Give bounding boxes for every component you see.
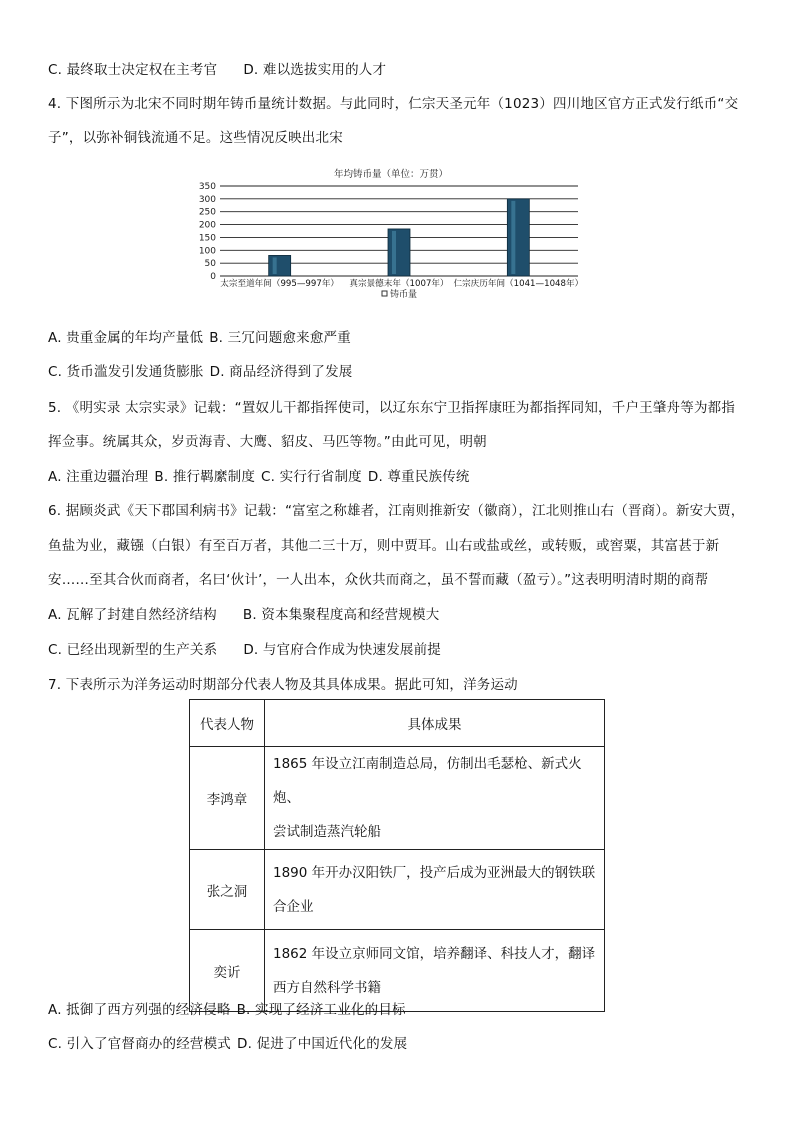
table-row	[190, 747, 605, 850]
coinage-bar-chart	[198, 163, 608, 303]
row-name: 张之洞	[190, 850, 265, 930]
q5-option-b: B. 推行羁縻制度	[154, 469, 256, 485]
q6-stem-line3: 安……至其合伙而商者，名曰‘伙计’，一人出本，众伙共而商之，虽不誓而藏（盈亏）。”这表明明清时期的商帮	[48, 572, 709, 588]
header-result: 具体成果	[265, 700, 605, 747]
q6-options-ab	[48, 603, 439, 623]
table-row	[190, 850, 605, 930]
row-detail-line: 1890 年开办汉阳铁厂，投产后成为亚洲最大的钢铁联	[273, 864, 596, 881]
chart-y-ticks	[199, 182, 216, 282]
q5-option-a: A. 注重边疆治理	[48, 469, 149, 485]
legend-swatch	[382, 291, 387, 296]
row-detail	[265, 747, 605, 850]
q7-stem-line1: 7. 下表所示为洋务运动时期部分代表人物及其具体成果。据此可知，洋务运动	[48, 677, 518, 693]
x-tick-label: 仁宗庆历年间（1041—1048年）	[453, 279, 584, 289]
row-detail	[265, 850, 605, 930]
q6-options-cd	[48, 638, 441, 658]
y-tick-label: 350	[198, 182, 216, 192]
row-detail-line: 1865 年设立江南制造总局，仿制出毛瑟枪、新式火炮、	[273, 756, 582, 806]
q4-option-a: A. 贵重金属的年均产量低	[48, 330, 204, 346]
q3-option-d: D. 难以选拔实用的人才	[243, 62, 387, 78]
bar-highlight	[511, 201, 515, 274]
row-detail-line: 西方自然科学书籍	[273, 979, 381, 996]
q5-stem-line2: 挥佥事。统属其众，岁贡海青、大鹰、貂皮、马匹等物。”由此可见，明朝	[48, 434, 487, 450]
chart-title: 年均铸币量（单位：万贯）	[333, 169, 449, 180]
q4-options-ab	[48, 326, 351, 346]
row-name: 奕䜣	[190, 930, 265, 1012]
q4-option-d: D. 商品经济得到了发展	[209, 364, 353, 380]
chart-x-labels	[220, 277, 583, 289]
chart-legend	[382, 288, 417, 300]
y-tick-label: 250	[198, 207, 216, 218]
q7-option-b: B. 实现了经济工业化的目标	[236, 1002, 406, 1018]
bar	[507, 199, 529, 276]
q6-option-c: C. 已经出现新型的生产关系	[48, 642, 218, 658]
bar-highlight	[392, 231, 396, 274]
q6-option-b: B. 资本集聚程度高和经营规模大	[242, 607, 440, 623]
header-name: 代表人物	[190, 700, 265, 747]
row-name: 李鸿章	[190, 747, 265, 850]
q7-options-cd	[48, 1032, 407, 1052]
legend-label: 铸币量	[390, 290, 418, 300]
q7-option-c: C. 引入了官督商办的经营模式	[48, 1036, 232, 1052]
q7-option-a: A. 抵御了西方列强的经济侵略	[48, 1002, 231, 1018]
q4-option-c: C. 货币滥发引发通货膨胀	[48, 364, 204, 380]
x-tick-label: 太宗至道年间（995—997年）	[220, 279, 340, 289]
y-tick-label: 200	[198, 220, 216, 231]
q5-option-c: C. 实行行省制度	[261, 469, 362, 485]
table-header-row	[190, 700, 605, 747]
q7-options-ab	[48, 998, 406, 1018]
q3-options-cd	[48, 58, 386, 78]
q4-stem-line2: 子”，以弥补铜钱流通不足。这些情况反映出北宋	[48, 130, 343, 146]
q6-option-a: A. 瓦解了封建自然经济结构	[48, 607, 217, 623]
bar-highlight	[273, 257, 277, 274]
y-tick-label: 150	[198, 233, 216, 244]
row-detail-line: 尝试制造蒸汽轮船	[273, 824, 381, 840]
q4-options-cd	[48, 360, 353, 380]
q6-stem-line2: 鱼盐为业，藏镪（白银）有至百万者，其他二三十万，则中贾耳。山右或盐或丝，或转贩，或窖粟，其富甚于新	[48, 538, 720, 554]
x-tick-label: 真宗景德末年（1007年）	[349, 279, 449, 289]
q7-option-d: D. 促进了中国近代化的发展	[237, 1036, 408, 1052]
y-tick-label: 0	[210, 272, 216, 282]
q3-option-c: C. 最终取士决定权在主考官	[48, 62, 218, 78]
bar	[269, 255, 291, 276]
row-detail-line: 1862 年设立京师同文馆，培养翻译、科技人才，翻译	[273, 945, 596, 962]
y-tick-label: 100	[198, 246, 216, 257]
y-tick-label: 300	[198, 194, 216, 205]
row-detail-line: 合企业	[273, 898, 314, 915]
q6-stem-line1: 6. 据顾炎武《天下郡国利病书》记载：“富室之称雄者，江南则推新安（徽商），江北则推山右（晋商）。新安大贾，	[48, 503, 745, 519]
y-tick-label: 50	[204, 259, 216, 270]
q5-stem-line1: 5. 《明实录 太宗实录》记载：“置奴儿干都指挥使司，以辽东东宁卫指挥康旺为都指挥同知，千户王肇舟等为都指	[48, 400, 736, 416]
q5-options	[48, 465, 470, 485]
q4-option-b: B. 三冗问题愈来愈严重	[209, 330, 351, 346]
q6-option-d: D. 与官府合作成为快速发展前提	[243, 642, 441, 658]
q4-stem-line1: 4. 下图所示为北宋不同时期年铸币量统计数据。与此同时，仁宗天圣元年（1023）四川地区官方正式发行纸币“交	[48, 96, 739, 112]
q5-option-d: D. 尊重民族传统	[367, 469, 470, 485]
achievements-table	[189, 699, 605, 1012]
bar	[388, 229, 410, 276]
